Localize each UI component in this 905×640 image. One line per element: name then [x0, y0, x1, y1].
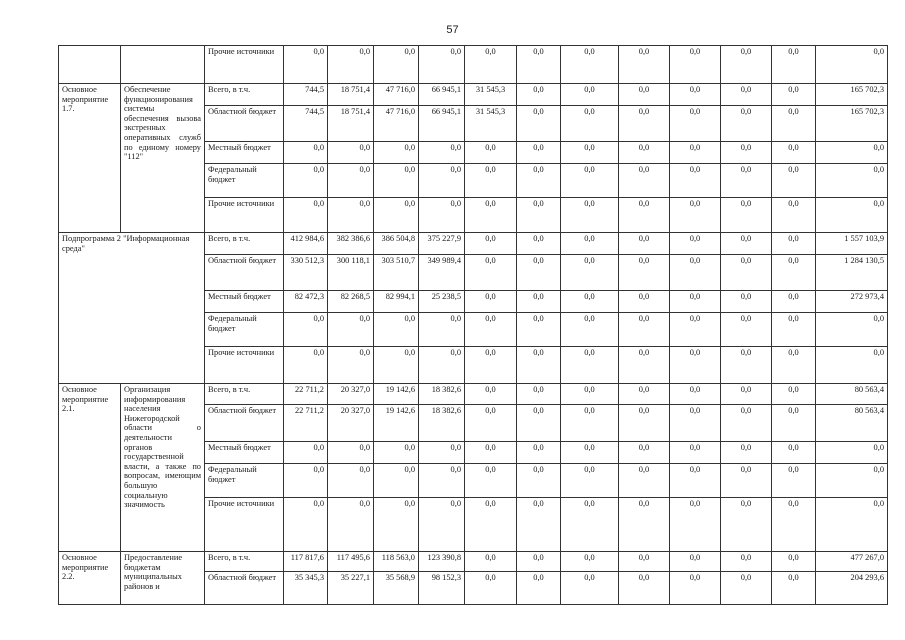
- funding-source: Всего, в т.ч.: [205, 552, 284, 572]
- value-cell: 82 472,3: [284, 291, 328, 313]
- table-row: [59, 46, 888, 84]
- value-cell: 0,0: [619, 405, 670, 442]
- value-cell: 18 382,6: [419, 384, 465, 405]
- value-cell: 0,0: [670, 46, 721, 84]
- value-cell: 118 563,0: [374, 552, 419, 572]
- value-cell: 0,0: [670, 347, 721, 384]
- value-cell: 0,0: [721, 291, 772, 313]
- value-cell: 80 563,4: [816, 405, 888, 442]
- value-cell: 0,0: [561, 164, 619, 198]
- value-cell: 0,0: [816, 347, 888, 384]
- value-cell: 0,0: [619, 572, 670, 605]
- value-cell: 0,0: [284, 347, 328, 384]
- value-cell: 0,0: [619, 233, 670, 255]
- value-cell: 0,0: [328, 347, 374, 384]
- funding-source: Прочие источники: [205, 347, 284, 384]
- value-cell: 0,0: [772, 198, 816, 233]
- value-cell: 386 504,8: [374, 233, 419, 255]
- value-cell: 0,0: [517, 313, 561, 347]
- value-cell: 20 327,0: [328, 384, 374, 405]
- value-cell: 0,0: [374, 198, 419, 233]
- value-cell: 0,0: [772, 106, 816, 142]
- value-cell: 0,0: [284, 313, 328, 347]
- value-cell: 0,0: [465, 552, 517, 572]
- value-cell: 744,5: [284, 84, 328, 106]
- value-cell: 0,0: [721, 233, 772, 255]
- measure-label: Основное мероприятие 1.7.: [59, 84, 121, 233]
- value-cell: 0,0: [374, 464, 419, 498]
- value-cell: 0,0: [419, 198, 465, 233]
- value-cell: 412 984,6: [284, 233, 328, 255]
- budget-table: [58, 45, 888, 605]
- value-cell: 0,0: [772, 572, 816, 605]
- value-cell: 0,0: [328, 313, 374, 347]
- value-cell: 47 716,0: [374, 84, 419, 106]
- value-cell: 0,0: [517, 142, 561, 164]
- funding-source: Федеральный бюджет: [205, 464, 284, 498]
- measure-label: Основное мероприятие 2.2.: [59, 552, 121, 605]
- value-cell: 0,0: [517, 572, 561, 605]
- value-cell: 98 152,3: [419, 572, 465, 605]
- value-cell: 0,0: [619, 313, 670, 347]
- value-cell: 0,0: [772, 442, 816, 464]
- value-cell: 123 390,8: [419, 552, 465, 572]
- value-cell: 35 568,9: [374, 572, 419, 605]
- value-cell: 0,0: [721, 572, 772, 605]
- value-cell: 165 702,3: [816, 106, 888, 142]
- value-cell: 0,0: [561, 106, 619, 142]
- value-cell: 0,0: [619, 498, 670, 552]
- value-cell: 0,0: [419, 46, 465, 84]
- value-cell: 0,0: [561, 313, 619, 347]
- value-cell: 0,0: [721, 442, 772, 464]
- value-cell: 0,0: [465, 255, 517, 291]
- value-cell: 0,0: [328, 46, 374, 84]
- funding-source: Областной бюджет: [205, 255, 284, 291]
- value-cell: 0,0: [816, 198, 888, 233]
- value-cell: 0,0: [465, 384, 517, 405]
- value-cell: 0,0: [721, 552, 772, 572]
- value-cell: 477 267,0: [816, 552, 888, 572]
- value-cell: 0,0: [561, 464, 619, 498]
- value-cell: 0,0: [670, 84, 721, 106]
- value-cell: 0,0: [517, 164, 561, 198]
- value-cell: 0,0: [328, 442, 374, 464]
- value-cell: 0,0: [619, 46, 670, 84]
- value-cell: 0,0: [561, 198, 619, 233]
- value-cell: 0,0: [517, 464, 561, 498]
- value-cell: 0,0: [374, 313, 419, 347]
- value-cell: 0,0: [517, 291, 561, 313]
- value-cell: 0,0: [619, 255, 670, 291]
- value-cell: 117 495,6: [328, 552, 374, 572]
- value-cell: 0,0: [561, 572, 619, 605]
- value-cell: 0,0: [772, 347, 816, 384]
- value-cell: 0,0: [284, 164, 328, 198]
- funding-source: Областной бюджет: [205, 106, 284, 142]
- table-row: [59, 552, 888, 572]
- value-cell: 0,0: [721, 198, 772, 233]
- value-cell: 47 716,0: [374, 106, 419, 142]
- value-cell: 31 545,3: [465, 84, 517, 106]
- value-cell: 0,0: [670, 572, 721, 605]
- value-cell: 0,0: [772, 464, 816, 498]
- value-cell: 0,0: [465, 405, 517, 442]
- value-cell: 0,0: [772, 255, 816, 291]
- value-cell: 117 817,6: [284, 552, 328, 572]
- value-cell: 0,0: [517, 405, 561, 442]
- value-cell: 0,0: [374, 498, 419, 552]
- funding-source: Местный бюджет: [205, 442, 284, 464]
- value-cell: 0,0: [772, 164, 816, 198]
- value-cell: 0,0: [721, 142, 772, 164]
- value-cell: 0,0: [721, 405, 772, 442]
- value-cell: 0,0: [772, 313, 816, 347]
- value-cell: 0,0: [772, 405, 816, 442]
- value-cell: 0,0: [465, 498, 517, 552]
- value-cell: 19 142,6: [374, 384, 419, 405]
- value-cell: 0,0: [465, 164, 517, 198]
- table-row: [59, 84, 888, 106]
- value-cell: 0,0: [517, 46, 561, 84]
- value-cell: 744,5: [284, 106, 328, 142]
- value-cell: 0,0: [465, 313, 517, 347]
- value-cell: 31 545,3: [465, 106, 517, 142]
- value-cell: 165 702,3: [816, 84, 888, 106]
- value-cell: 0,0: [284, 464, 328, 498]
- value-cell: 0,0: [670, 233, 721, 255]
- value-cell: 0,0: [670, 313, 721, 347]
- value-cell: 0,0: [465, 572, 517, 605]
- value-cell: 35 345,3: [284, 572, 328, 605]
- value-cell: 0,0: [721, 46, 772, 84]
- value-cell: 0,0: [561, 84, 619, 106]
- value-cell: 0,0: [619, 384, 670, 405]
- value-cell: 0,0: [465, 198, 517, 233]
- value-cell: 0,0: [772, 84, 816, 106]
- value-cell: 82 994,1: [374, 291, 419, 313]
- value-cell: 66 945,1: [419, 84, 465, 106]
- value-cell: 0,0: [561, 442, 619, 464]
- value-cell: 300 118,1: [328, 255, 374, 291]
- measure-label: [59, 46, 121, 84]
- value-cell: 0,0: [517, 198, 561, 233]
- funding-source: Прочие источники: [205, 498, 284, 552]
- value-cell: 0,0: [670, 552, 721, 572]
- funding-source: Всего, в т.ч.: [205, 84, 284, 106]
- value-cell: 375 227,9: [419, 233, 465, 255]
- value-cell: 0,0: [670, 291, 721, 313]
- value-cell: 0,0: [374, 164, 419, 198]
- value-cell: 0,0: [374, 46, 419, 84]
- value-cell: 0,0: [419, 164, 465, 198]
- value-cell: 0,0: [619, 291, 670, 313]
- value-cell: 1 284 130,5: [816, 255, 888, 291]
- value-cell: 0,0: [517, 552, 561, 572]
- value-cell: 0,0: [772, 384, 816, 405]
- value-cell: 0,0: [517, 84, 561, 106]
- value-cell: 0,0: [816, 164, 888, 198]
- value-cell: 272 973,4: [816, 291, 888, 313]
- value-cell: 0,0: [670, 442, 721, 464]
- value-cell: 80 563,4: [816, 384, 888, 405]
- value-cell: 0,0: [619, 347, 670, 384]
- value-cell: 82 268,5: [328, 291, 374, 313]
- value-cell: 0,0: [465, 464, 517, 498]
- value-cell: 0,0: [517, 384, 561, 405]
- value-cell: 0,0: [465, 442, 517, 464]
- value-cell: 0,0: [328, 164, 374, 198]
- value-cell: 0,0: [816, 46, 888, 84]
- value-cell: 0,0: [517, 347, 561, 384]
- value-cell: 0,0: [328, 198, 374, 233]
- funding-source: Областной бюджет: [205, 405, 284, 442]
- value-cell: 20 327,0: [328, 405, 374, 442]
- value-cell: 0,0: [816, 464, 888, 498]
- value-cell: 0,0: [561, 552, 619, 572]
- value-cell: 0,0: [721, 84, 772, 106]
- funding-source: Местный бюджет: [205, 142, 284, 164]
- value-cell: 0,0: [517, 233, 561, 255]
- value-cell: 0,0: [419, 464, 465, 498]
- value-cell: 0,0: [721, 498, 772, 552]
- value-cell: 0,0: [517, 498, 561, 552]
- value-cell: 0,0: [284, 142, 328, 164]
- measure-description: Предоставление бюджетам муниципальных районов и: [121, 552, 205, 605]
- value-cell: 0,0: [517, 255, 561, 291]
- value-cell: 330 512,3: [284, 255, 328, 291]
- value-cell: 0,0: [284, 198, 328, 233]
- value-cell: 18 382,6: [419, 405, 465, 442]
- value-cell: 0,0: [816, 142, 888, 164]
- value-cell: 22 711,2: [284, 384, 328, 405]
- funding-source: Областной бюджет: [205, 572, 284, 605]
- table-row: [59, 384, 888, 405]
- value-cell: 18 751,4: [328, 84, 374, 106]
- value-cell: 35 227,1: [328, 572, 374, 605]
- value-cell: 0,0: [619, 106, 670, 142]
- value-cell: 0,0: [374, 442, 419, 464]
- funding-source: Прочие источники: [205, 198, 284, 233]
- value-cell: 0,0: [284, 442, 328, 464]
- value-cell: 0,0: [670, 498, 721, 552]
- funding-source: Федеральный бюджет: [205, 164, 284, 198]
- value-cell: 0,0: [721, 164, 772, 198]
- value-cell: 0,0: [561, 255, 619, 291]
- value-cell: 0,0: [772, 498, 816, 552]
- value-cell: 0,0: [816, 313, 888, 347]
- value-cell: 0,0: [374, 142, 419, 164]
- value-cell: 0,0: [328, 464, 374, 498]
- measure-description: Организация информирования населения Нижегородской области о деятельности органов государственной власти, а также по вопросам, имеющим большую социальную значимость: [121, 384, 205, 552]
- value-cell: 0,0: [619, 442, 670, 464]
- value-cell: 0,0: [816, 442, 888, 464]
- funding-source: Всего, в т.ч.: [205, 384, 284, 405]
- funding-source: Федеральный бюджет: [205, 313, 284, 347]
- value-cell: 0,0: [772, 142, 816, 164]
- value-cell: 0,0: [561, 291, 619, 313]
- value-cell: 0,0: [419, 347, 465, 384]
- value-cell: 0,0: [561, 384, 619, 405]
- value-cell: 0,0: [561, 498, 619, 552]
- value-cell: 0,0: [721, 347, 772, 384]
- value-cell: 0,0: [619, 84, 670, 106]
- value-cell: 0,0: [721, 255, 772, 291]
- value-cell: 0,0: [721, 384, 772, 405]
- measure-description: Обеспечение функционирования системы обеспечения вызова экстренных оперативных служб по единому номеру "112": [121, 84, 205, 233]
- value-cell: 19 142,6: [374, 405, 419, 442]
- value-cell: 303 510,7: [374, 255, 419, 291]
- value-cell: 0,0: [670, 106, 721, 142]
- value-cell: 0,0: [328, 498, 374, 552]
- value-cell: 0,0: [670, 405, 721, 442]
- value-cell: 0,0: [816, 498, 888, 552]
- funding-source: Всего, в т.ч.: [205, 233, 284, 255]
- value-cell: 204 293,6: [816, 572, 888, 605]
- value-cell: 0,0: [419, 142, 465, 164]
- value-cell: 0,0: [284, 46, 328, 84]
- value-cell: 0,0: [721, 464, 772, 498]
- value-cell: 0,0: [619, 198, 670, 233]
- value-cell: 0,0: [419, 313, 465, 347]
- value-cell: 0,0: [561, 405, 619, 442]
- value-cell: 0,0: [670, 164, 721, 198]
- measure-description: [121, 46, 205, 84]
- funding-source: Местный бюджет: [205, 291, 284, 313]
- value-cell: 0,0: [465, 233, 517, 255]
- value-cell: 0,0: [465, 347, 517, 384]
- value-cell: 0,0: [670, 384, 721, 405]
- value-cell: 0,0: [561, 46, 619, 84]
- funding-source: Прочие источники: [205, 46, 284, 84]
- value-cell: 0,0: [619, 142, 670, 164]
- value-cell: 22 711,2: [284, 405, 328, 442]
- value-cell: 0,0: [619, 552, 670, 572]
- value-cell: 0,0: [561, 347, 619, 384]
- value-cell: 18 751,4: [328, 106, 374, 142]
- value-cell: 0,0: [517, 106, 561, 142]
- value-cell: 0,0: [670, 142, 721, 164]
- value-cell: 0,0: [619, 464, 670, 498]
- value-cell: 0,0: [772, 46, 816, 84]
- value-cell: 66 945,1: [419, 106, 465, 142]
- measure-label: Основное мероприятие 2.1.: [59, 384, 121, 552]
- value-cell: 382 386,6: [328, 233, 374, 255]
- value-cell: 0,0: [419, 442, 465, 464]
- value-cell: 0,0: [419, 498, 465, 552]
- value-cell: 349 989,4: [419, 255, 465, 291]
- subprogram-label: Подпрограмма 2 "Информационная среда": [59, 233, 205, 384]
- value-cell: 0,0: [465, 142, 517, 164]
- value-cell: 0,0: [670, 255, 721, 291]
- value-cell: 0,0: [670, 464, 721, 498]
- value-cell: 0,0: [772, 233, 816, 255]
- value-cell: 0,0: [465, 291, 517, 313]
- page-number: 57: [446, 24, 459, 36]
- value-cell: 0,0: [517, 442, 561, 464]
- value-cell: 25 238,5: [419, 291, 465, 313]
- value-cell: 0,0: [772, 552, 816, 572]
- table-row: [59, 233, 888, 255]
- value-cell: 0,0: [721, 313, 772, 347]
- value-cell: 0,0: [772, 291, 816, 313]
- value-cell: 0,0: [284, 498, 328, 552]
- value-cell: 0,0: [561, 233, 619, 255]
- value-cell: 0,0: [328, 142, 374, 164]
- value-cell: 1 557 103,9: [816, 233, 888, 255]
- value-cell: 0,0: [670, 198, 721, 233]
- value-cell: 0,0: [561, 142, 619, 164]
- value-cell: 0,0: [721, 106, 772, 142]
- value-cell: 0,0: [374, 347, 419, 384]
- value-cell: 0,0: [619, 164, 670, 198]
- value-cell: 0,0: [465, 46, 517, 84]
